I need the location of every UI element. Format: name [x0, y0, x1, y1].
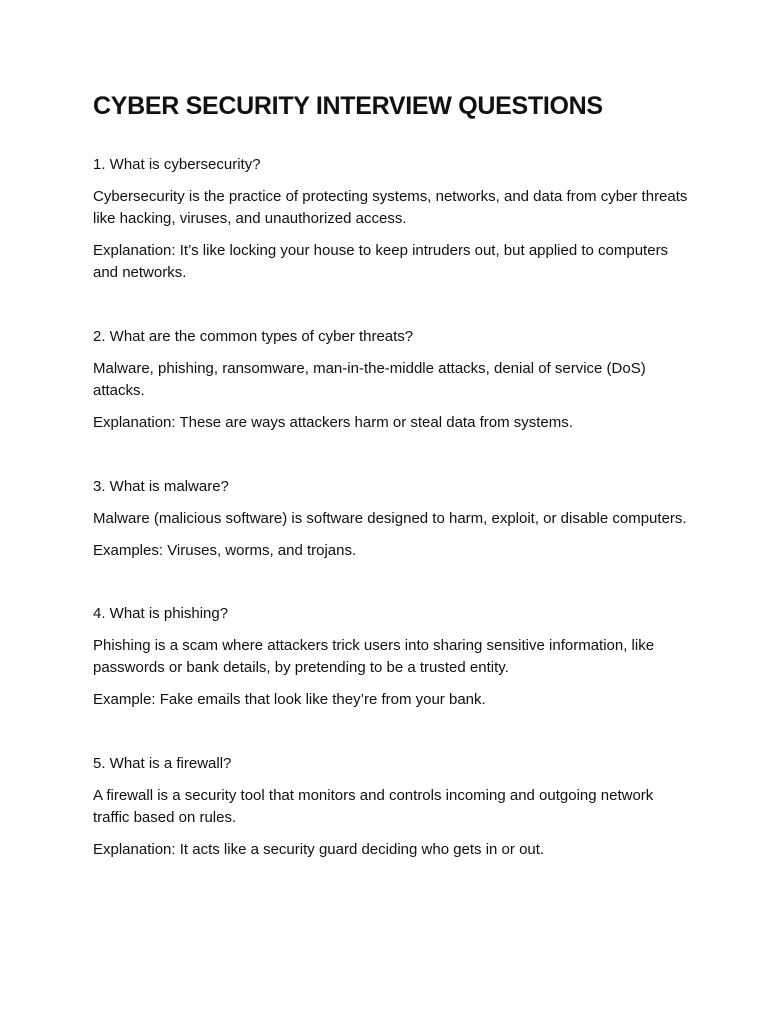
question-heading: 1. What is cybersecurity?	[93, 156, 261, 173]
document-title: CYBER SECURITY INTERVIEW QUESTIONS	[93, 92, 603, 120]
answer-text: Cybersecurity is the practice of protecting systems, networks, and data from cyber threats like hacking, viruses, and unauthorized access.	[93, 188, 688, 227]
qa-item	[93, 477, 693, 562]
qa-item	[93, 155, 693, 284]
answer-text: Malware (malicious software) is software designed to harm, exploit, or disable computers.	[93, 510, 687, 527]
explanation-text: Explanation: It acts like a security guard deciding who gets in or out.	[93, 841, 545, 858]
explanation-text: Explanation: These are ways attackers harm or steal data from systems.	[93, 414, 573, 431]
explanation-text: Explanation: It’s like locking your house to keep intruders out, but applied to computers and networks.	[93, 242, 669, 281]
document-page	[93, 88, 693, 902]
question-heading: 5. What is a firewall?	[93, 755, 232, 772]
question-heading: 3. What is malware?	[93, 478, 229, 495]
qa-item	[93, 604, 693, 711]
qa-item	[93, 754, 693, 861]
question-heading: 4. What is phishing?	[93, 605, 229, 622]
example-text: Example: Fake emails that look like they’re from your bank.	[93, 691, 486, 708]
answer-text: Malware, phishing, ransomware, man-in-the-middle attacks, denial of service (DoS) attacks.	[93, 360, 646, 399]
answer-text: A firewall is a security tool that monitors and controls incoming and outgoing network traffic based on rules.	[93, 787, 654, 826]
qa-item	[93, 327, 693, 434]
example-text: Examples: Viruses, worms, and trojans.	[93, 542, 357, 559]
question-heading: 2. What are the common types of cyber threats?	[93, 328, 414, 345]
answer-text: Phishing is a scam where attackers trick users into sharing sensitive information, like passwords or bank details, by pretending to be a trusted entity.	[93, 637, 655, 676]
